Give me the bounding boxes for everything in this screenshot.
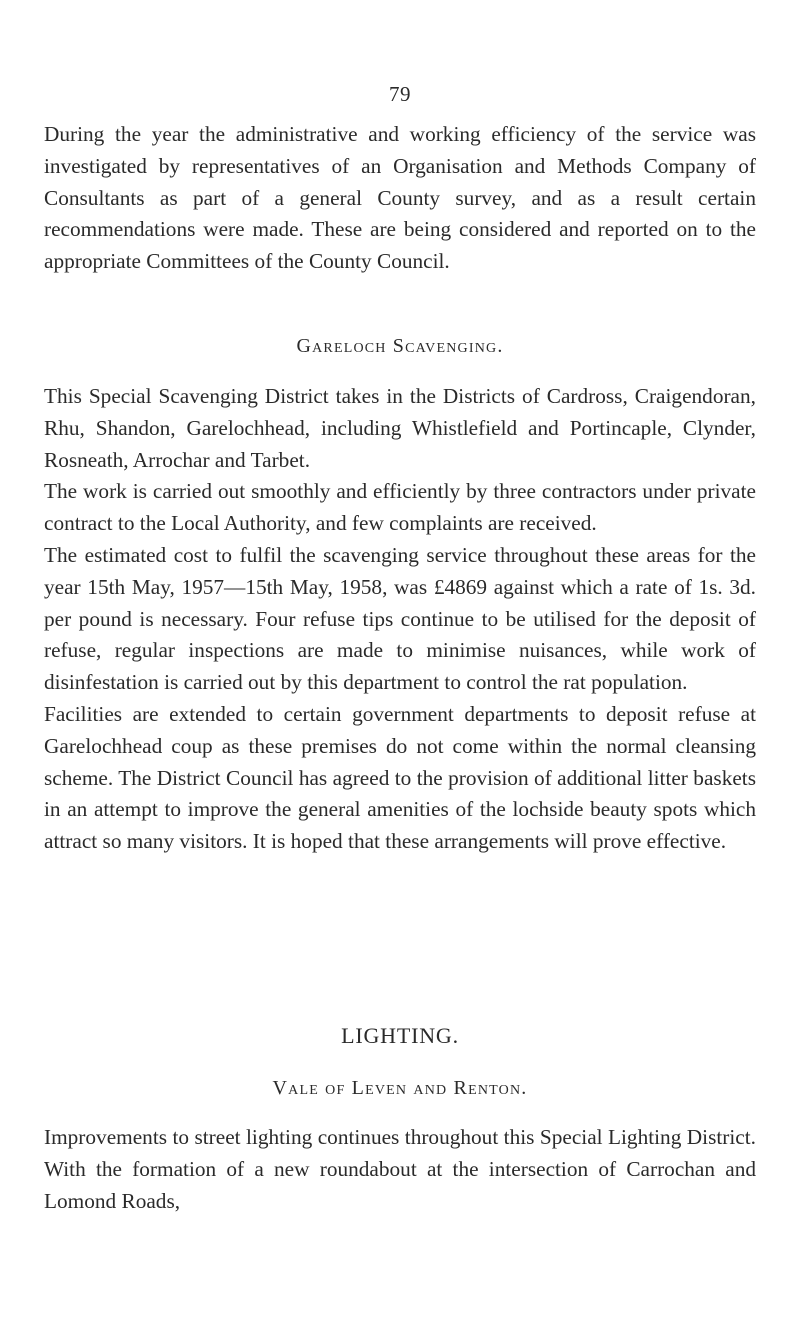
- subsection-heading-vale-of-leven: Vale of Leven and Renton.: [272, 1077, 528, 1099]
- page-number: 79: [389, 82, 411, 106]
- intro-paragraph: During the year the administrative and working efficiency of the service was investigated by representatives of an Organisation and Methods Company of Consultants as part of a general County survey, and as a result certain recommendations were made. These are being considered and reported on to the appropriate Committees of the County Council.: [44, 122, 756, 274]
- intro-paragraph-block: [44, 119, 756, 278]
- gareloch-paragraph: This Special Scavenging District takes in the Districts of Cardross, Craigendoran, Rhu, Shandon, Garelochhead, including Whistlefield and Portincaple, Clynder, Rosneath, Arrochar and Tarbet.: [44, 384, 756, 472]
- section-heading-gareloch: Gareloch Scavenging.: [296, 335, 504, 357]
- lighting-paragraph: Improvements to street lighting continues throughout this Special Lighting District. With the formation of a new roundabout at the intersection of Carrochan and Lomond Roads,: [44, 1125, 756, 1213]
- gareloch-paragraph: The estimated cost to fulfil the scavenging service throughout these areas for the year 15th May, 1957—15th May, 1958, was £4869 against which a rate of 1s. 3d. per pound is necessary. Four refuse tips continue to be utilised for the deposit of refuse, regular inspections are made to minimise nuisances, while work of disinfestation is carried out by this department to control the rat population.: [44, 542, 756, 695]
- lighting-section-body: [44, 1122, 756, 1217]
- section-heading-lighting: LIGHTING.: [341, 1023, 459, 1048]
- gareloch-paragraph: The work is carried out smoothly and efficiently by three contractors under private contract to the Local Authority, and few complaints are received.: [44, 479, 756, 536]
- gareloch-paragraph: Facilities are extended to certain government departments to deposit refuse at Garelochhead coup as these premises do not come within the normal cleansing scheme. The District Council has agreed to the provision of additional litter baskets in an attempt to improve the general amenities of the lochside beauty spots which attract so many visitors. It is hoped that these arrangements will prove effective.: [44, 701, 756, 854]
- gareloch-section-body: [44, 381, 756, 858]
